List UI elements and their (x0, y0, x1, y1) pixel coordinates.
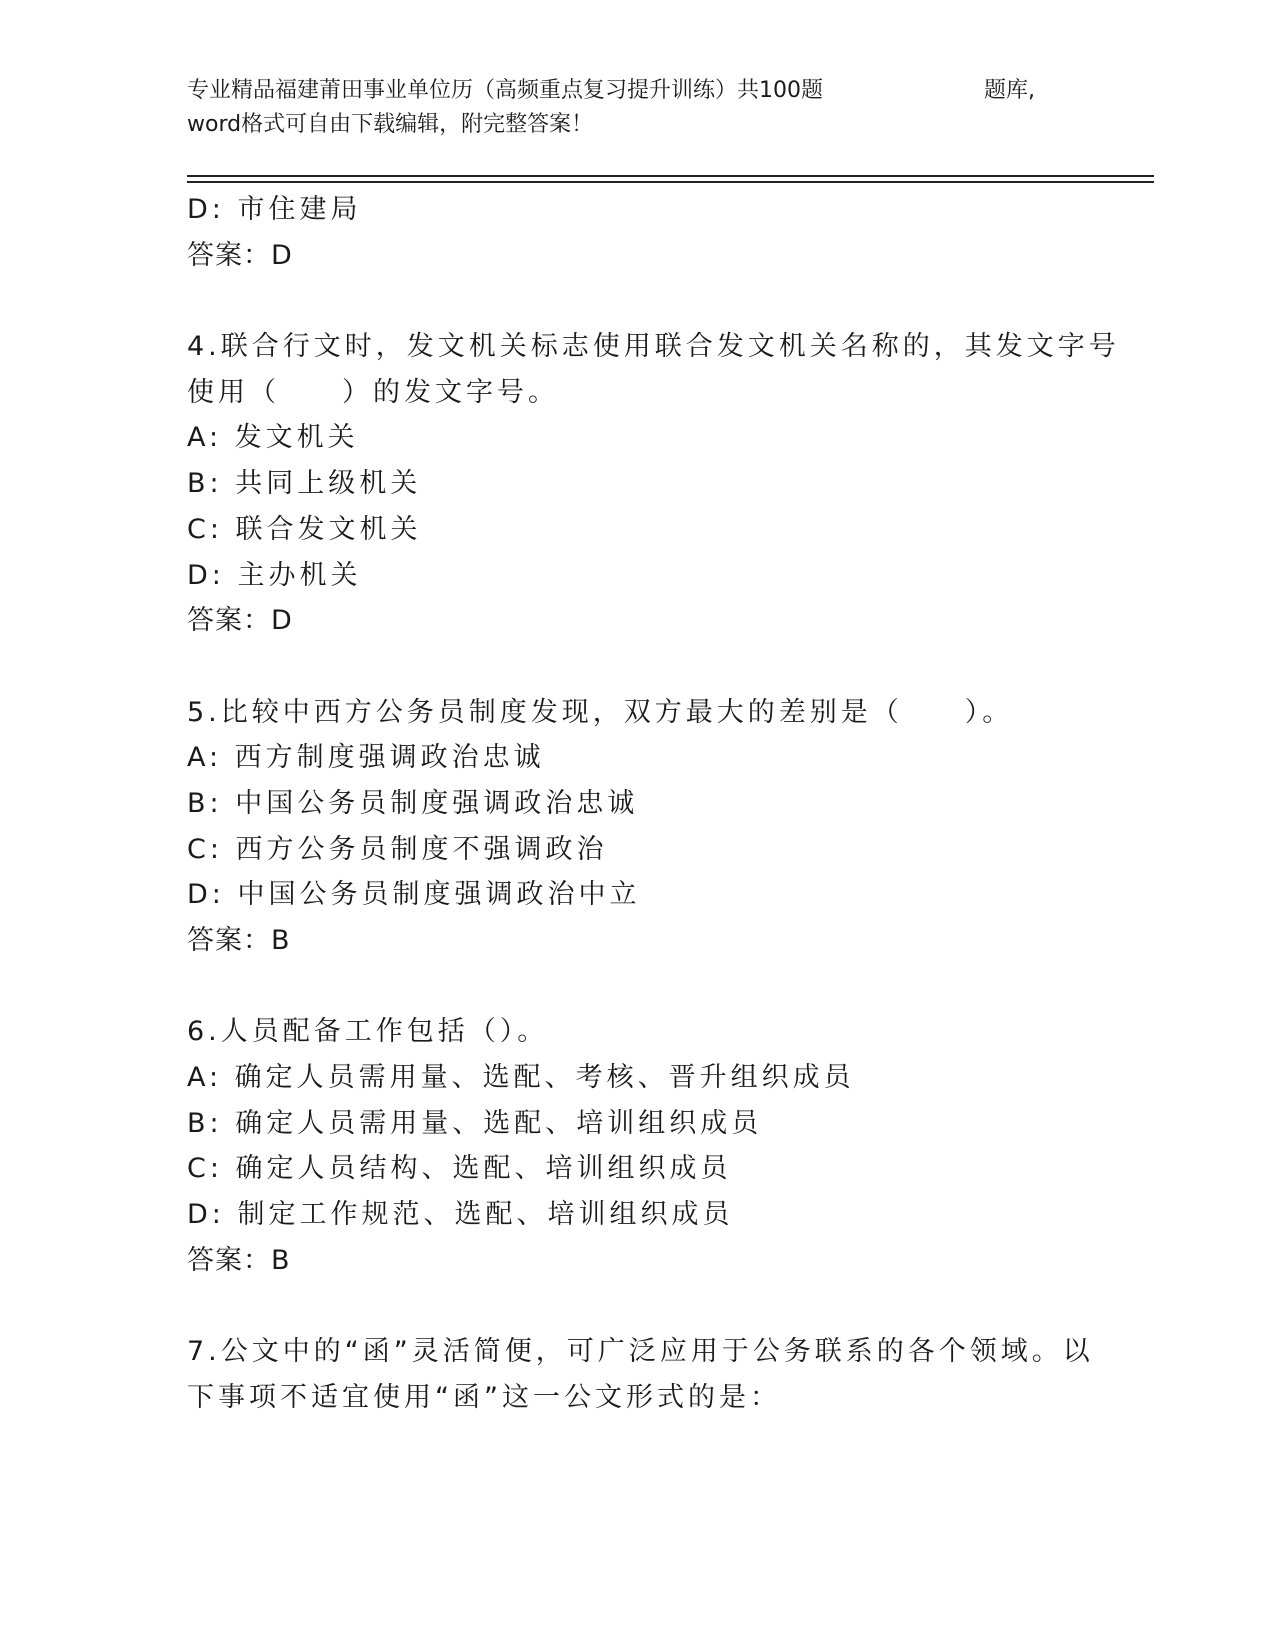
header-title: 专业精品福建莆田事业单位历（高频重点复习提升训练）共100题 (187, 78, 823, 103)
question-text: 4.联合行文时，发文机关标志使用联合发文机关名称的，其发文字号 (187, 331, 1120, 363)
option-line: D: 市住建局 (187, 194, 362, 225)
answer-line: 答案：D (187, 239, 293, 271)
answer-line: 答案：B (187, 925, 291, 956)
option-line: B: 中国公务员制度强调政治忠诚 (187, 787, 639, 819)
header-rule-bottom (187, 181, 1154, 183)
spacer (187, 644, 1087, 690)
option-line: A: 西方制度强调政治忠诚 (187, 742, 545, 774)
question-text: 5.比较中西方公务员制度发现，双方最大的差别是（ ）。 (187, 696, 1014, 728)
option-line: C: 西方公务员制度不强调政治 (187, 833, 608, 865)
question-text: 下事项不适宜使用“函”这一公文形式的是： (187, 1381, 781, 1413)
header-subtitle: word格式可自由下载编辑，附完整答案！ (187, 112, 594, 137)
document-body (187, 187, 1120, 1421)
header-rule-top (187, 175, 1154, 177)
answer-line: 答案：D (187, 605, 293, 637)
option-line: B: 共同上级机关 (187, 468, 422, 500)
spacer (187, 1284, 1087, 1330)
option-line: D: 主办机关 (187, 559, 362, 591)
header-title-suffix: 题库, (984, 78, 1035, 103)
option-line: A: 发文机关 (187, 422, 359, 454)
spacer (187, 964, 1087, 1010)
page-header (187, 74, 1077, 142)
option-line: D: 中国公务员制度强调政治中立 (187, 879, 641, 911)
option-line: C: 联合发文机关 (187, 513, 422, 545)
option-line: C: 确定人员结构、选配、培训组织成员 (187, 1153, 732, 1185)
answer-line: 答案：B (187, 1244, 291, 1276)
option-line: B: 确定人员需用量、选配、培训组织成员 (187, 1107, 763, 1139)
question-text: 使用（ ）的发文字号。 (187, 376, 559, 408)
question-text: 7.公文中的“函”灵活简便，可广泛应用于公务联系的各个领域。以 (187, 1336, 1094, 1368)
option-line: D: 制定工作规范、选配、培训组织成员 (187, 1199, 734, 1231)
option-line: A: 确定人员需用量、选配、考核、晋升组织成员 (187, 1062, 855, 1094)
question-text: 6.人员配备工作包括（）。 (187, 1016, 549, 1048)
spacer (187, 278, 1087, 324)
